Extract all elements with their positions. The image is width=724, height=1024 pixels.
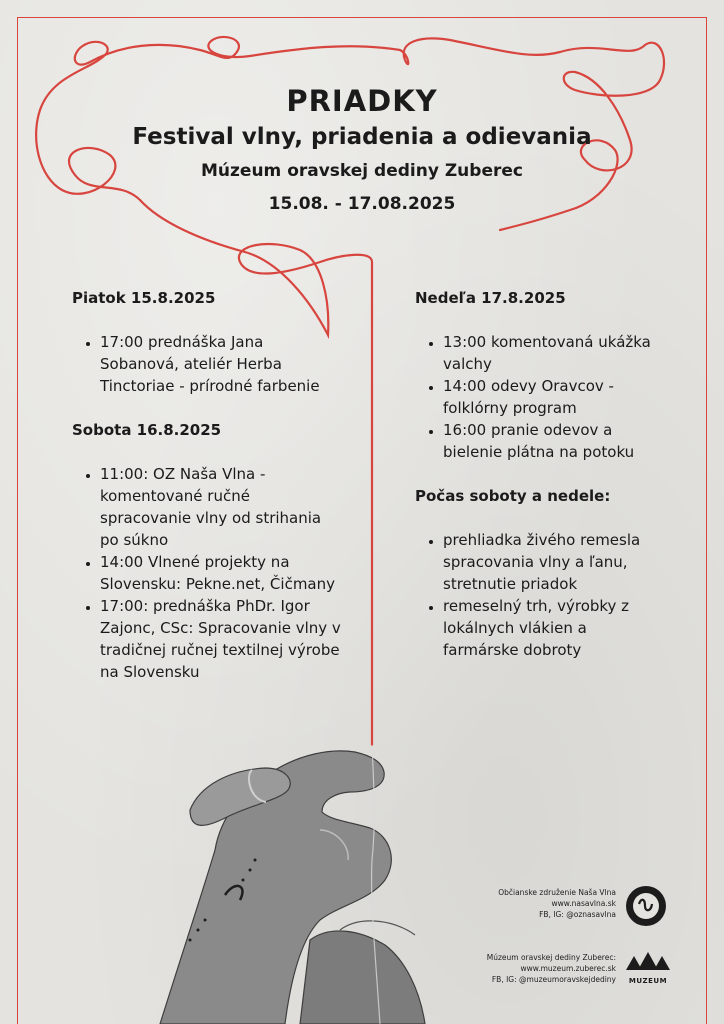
weekend-heading: Počas soboty a nedele: [415, 487, 611, 505]
muzeum-logo [624, 950, 672, 990]
footer-social: FB, IG: @oznasavlna [539, 910, 616, 919]
list-item: • 16:00 pranie odevov a bielenie plátna na potoku [443, 419, 655, 463]
saturday-heading: Sobota 16.8.2025 [72, 421, 222, 439]
weekend-list [415, 529, 655, 661]
poster-title: PRIADKY [286, 84, 438, 118]
saturday-list [72, 463, 342, 683]
list-item: • 13:00 komentovaná ukážka valchy [443, 331, 655, 375]
footer-social: FB, IG: @muzeumoravskejdediny [491, 975, 616, 984]
list-item: • 14:00 odevy Oravcov - folklórny program [443, 375, 655, 419]
footer-nasa-vlna [430, 887, 616, 920]
poster-venue: Múzeum oravskej dediny Zuberec [201, 161, 523, 181]
hands-illustration [160, 751, 425, 1024]
village-roofs-icon [624, 950, 672, 972]
friday-list [72, 331, 342, 397]
list-item: • 11:00: OZ Naša Vlna - komentované ručné spracovanie vlny od strihania po súkno [100, 463, 342, 551]
sunday-heading: Nedeľa 17.8.2025 [415, 289, 566, 307]
list-item: • 17:00 prednáška Jana Sobanová, ateliér Herba Tinctoriae - prírodné farbenie [100, 331, 342, 397]
right-column [415, 287, 655, 683]
friday-heading: Piatok 15.8.2025 [72, 289, 216, 307]
sunday-list [415, 331, 655, 463]
list-item: • 14:00 Vlnené projekty na Slovensku: Pekne.net, Čičmany [100, 551, 342, 595]
nasa-vlna-logo-icon [624, 884, 668, 928]
footer-website-link[interactable]: www.nasavlna.sk [551, 899, 616, 908]
footer-website-link[interactable]: www.muzeum.zuberec.sk [520, 964, 616, 973]
footer-muzeum [430, 952, 616, 985]
poster-dates: 15.08. - 17.08.2025 [268, 194, 456, 214]
poster-subtitle: Festival vlny, priadenia a odievania [132, 124, 592, 150]
list-item: • remeselný trh, výrobky z lokálnych vlákien a farmárske dobroty [443, 595, 655, 661]
list-item: • 17:00: prednáška PhDr. Igor Zajonc, CSc: Spracovanie vlny v tradičnej ručnej textilnej výrobe na Slovensku [100, 595, 342, 683]
muzeum-logo-label: MUZEUM [628, 977, 668, 985]
footer-org-name: Občianske združenie Naša Vlna [498, 888, 616, 897]
list-item: • prehliadka živého remesla spracovania vlny a ľanu, stretnutie priadok [443, 529, 655, 595]
left-column [72, 287, 342, 705]
footer-org-name: Múzeum oravskej dediny Zuberec: [486, 953, 616, 962]
